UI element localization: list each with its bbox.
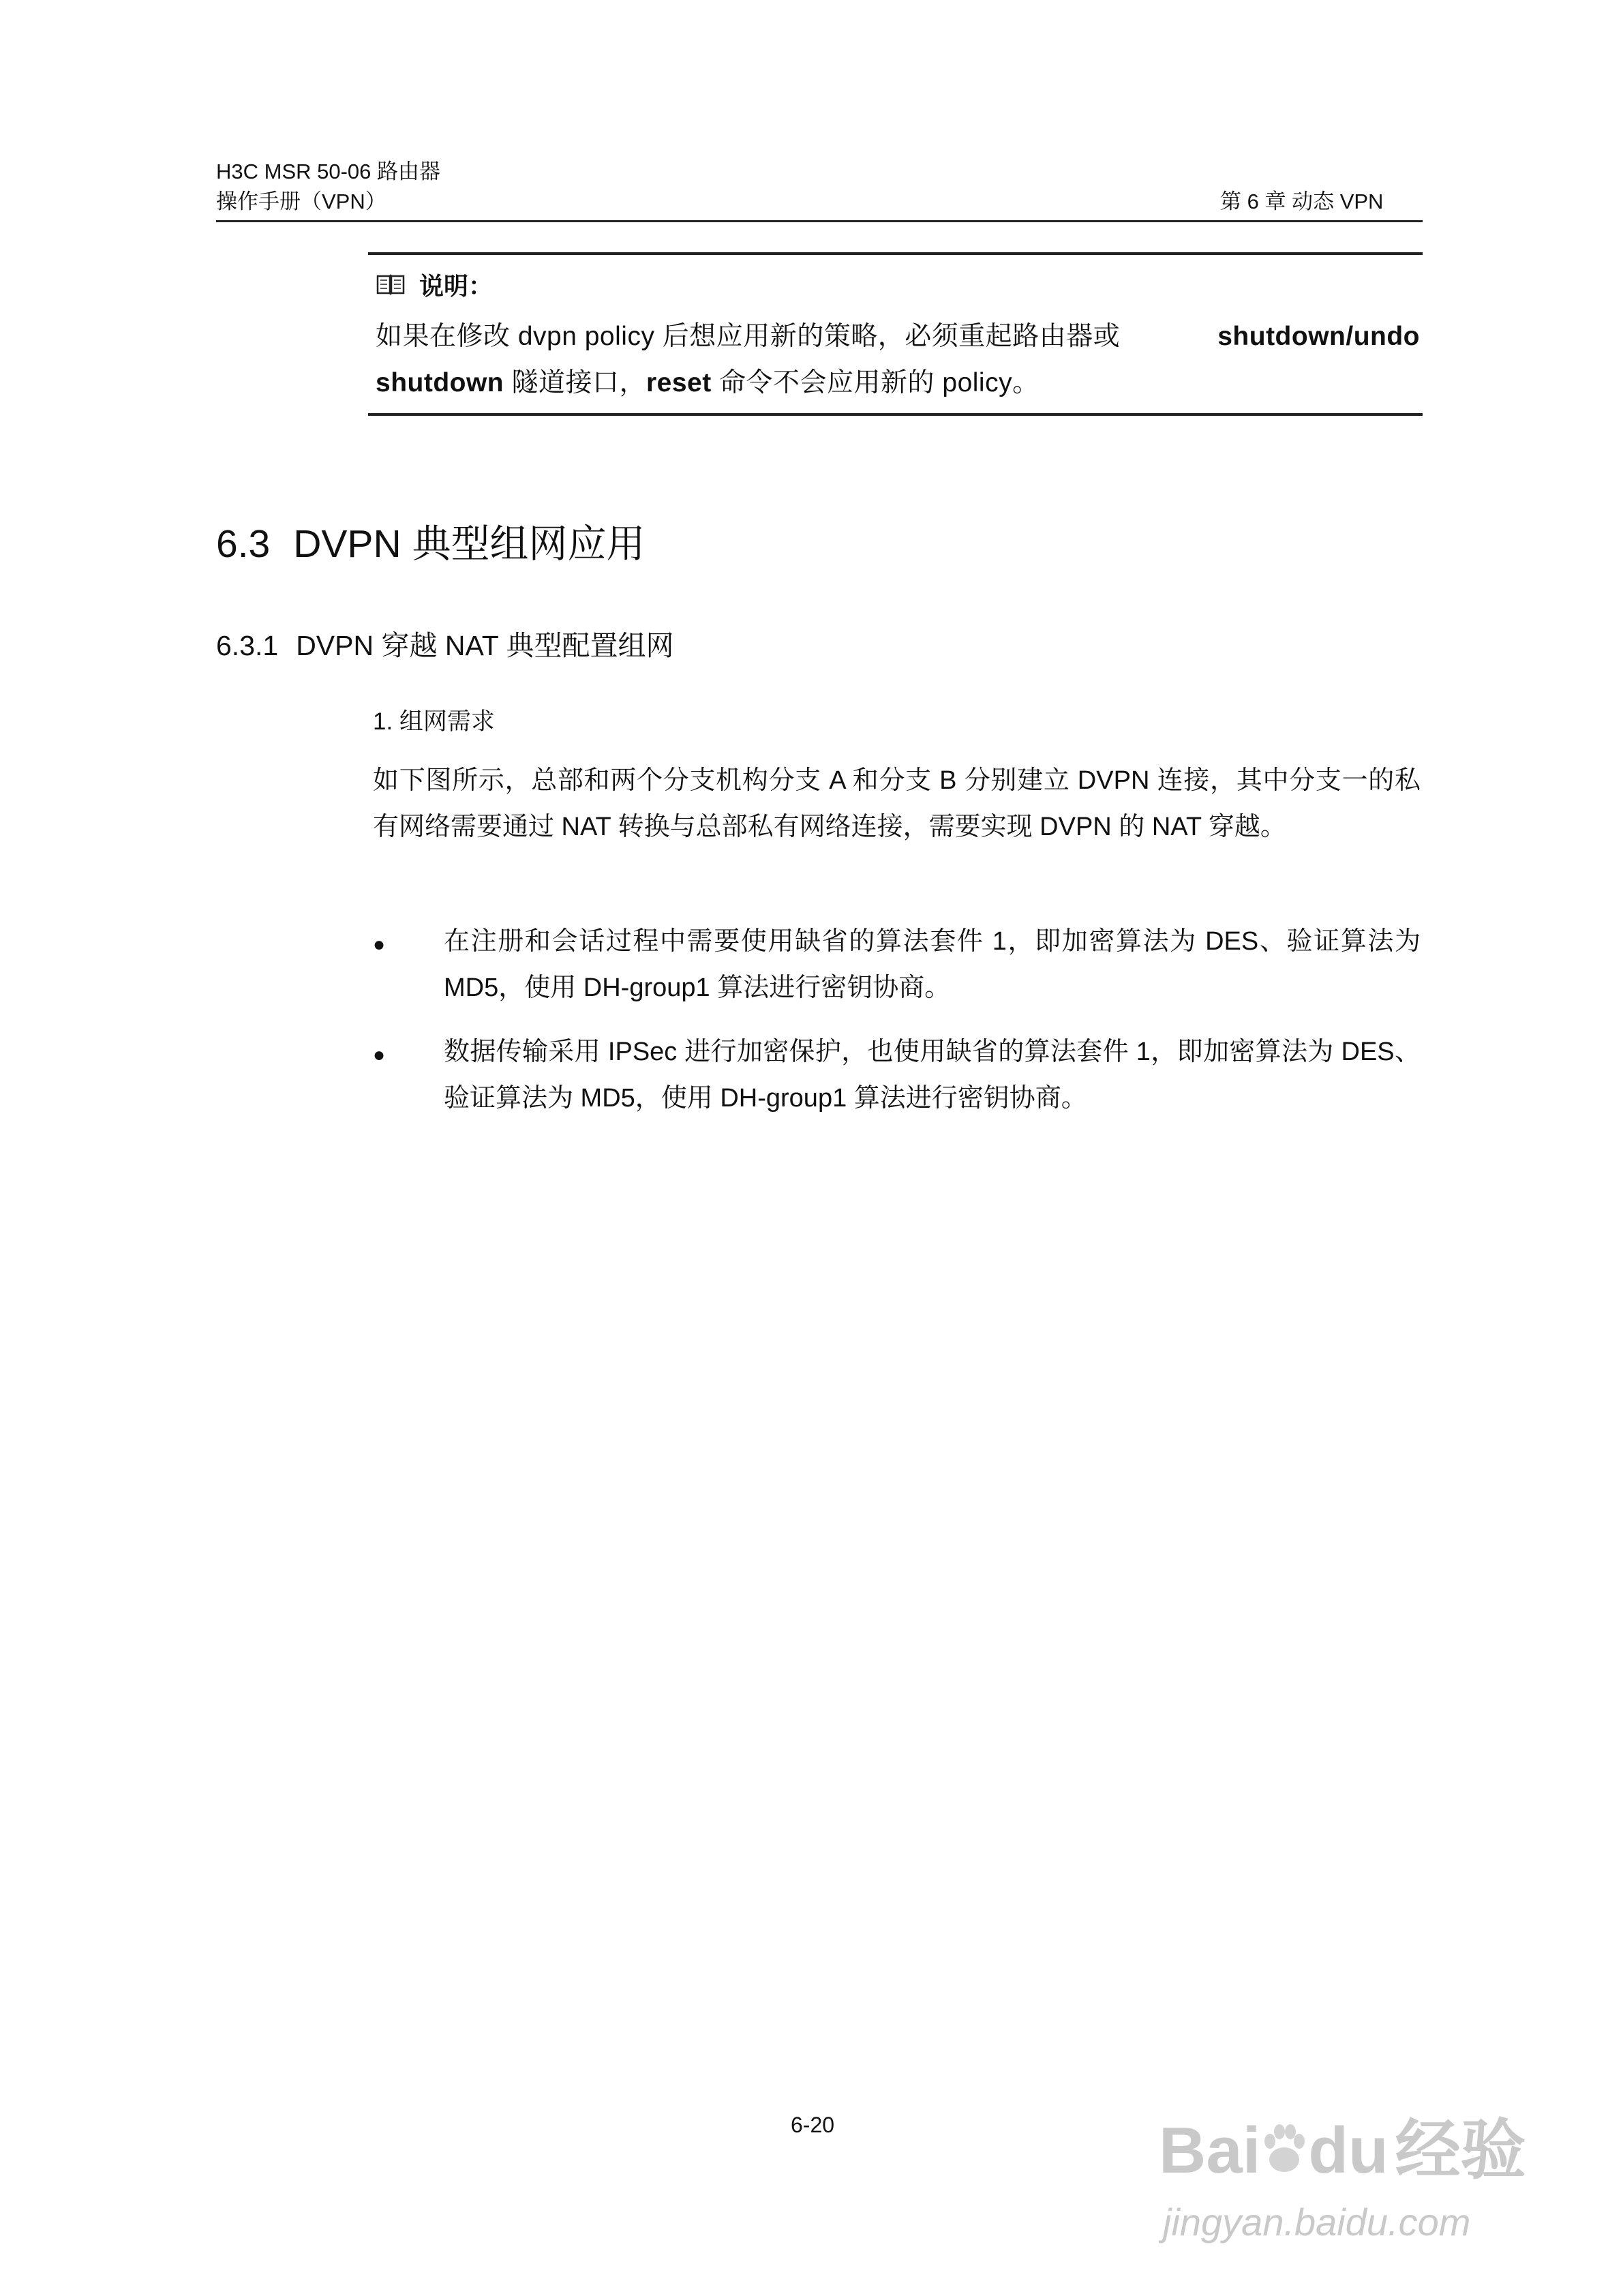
- header-rule: [216, 220, 1423, 222]
- page-number: 6-20: [791, 2113, 835, 2137]
- note-bottom-rule: [368, 413, 1423, 416]
- note-body: [376, 314, 1420, 406]
- header-product: H3C MSR 50-06 路由器: [216, 160, 441, 183]
- note-top-rule: [368, 252, 1423, 255]
- note-text-2: 隧道接口，: [504, 368, 646, 397]
- note-line-2: [376, 360, 1420, 406]
- watermark-product: 经验: [1395, 2114, 1526, 2187]
- bullet-marker: ●: [373, 933, 386, 956]
- section-heading: [216, 520, 645, 568]
- header-manual: 操作手册（VPN）: [216, 190, 386, 213]
- header-chapter: 第 6 章 动态 VPN: [1220, 190, 1384, 213]
- note-text-1: 如果在修改 dvpn policy 后想应用新的策略，必须重起路由器或: [376, 322, 1121, 351]
- note-cmd-shutdown: shutdown: [376, 368, 504, 397]
- note-header: [376, 267, 493, 301]
- paw-icon: [1260, 2117, 1308, 2172]
- subsection-heading: [216, 627, 674, 664]
- note-cmd-shutdown-undo: shutdown/undo: [1217, 322, 1420, 351]
- note-line-1: [376, 314, 1420, 360]
- watermark: [1159, 2100, 1541, 2263]
- subsection-title: DVPN 穿越 NAT 典型配置组网: [296, 630, 674, 661]
- bullet-marker: ●: [373, 1044, 386, 1066]
- watermark-brand: Bai: [1159, 2114, 1261, 2187]
- watermark-logo: [1159, 2113, 1526, 2188]
- note-label: 说明：: [419, 271, 494, 300]
- watermark-url: jingyan.baidu.com: [1163, 2201, 1471, 2244]
- section-title: DVPN 典型组网应用: [293, 522, 646, 566]
- watermark-brand-2: du: [1308, 2114, 1389, 2187]
- book-icon: [376, 273, 406, 296]
- bullet-item: 在注册和会话过程中需要使用缺省的算法套件 1，即加密算法为 DES、验证算法为 MD5，使用 DH-group1 算法进行密钥协商。: [444, 927, 1421, 1002]
- item-heading: 1. 组网需求: [373, 708, 495, 735]
- intro-paragraph: 如下图所示，总部和两个分支机构分支 A 和分支 B 分别建立 DVPN 连接，其中分支一的私有网络需要通过 NAT 转换与总部私有网络连接，需要实现 DVPN 的 NAT 穿越。: [373, 766, 1421, 841]
- note-cmd-reset: reset: [646, 368, 712, 397]
- section-number: 6.3: [216, 522, 271, 566]
- bullet-item: 数据传输采用 IPSec 进行加密保护，也使用缺省的算法套件 1，即加密算法为 DES、验证算法为 MD5，使用 DH-group1 算法进行密钥协商。: [444, 1038, 1421, 1113]
- subsection-number: 6.3.1: [216, 630, 279, 661]
- note-text-3: 命令不会应用新的 policy。: [711, 368, 1040, 397]
